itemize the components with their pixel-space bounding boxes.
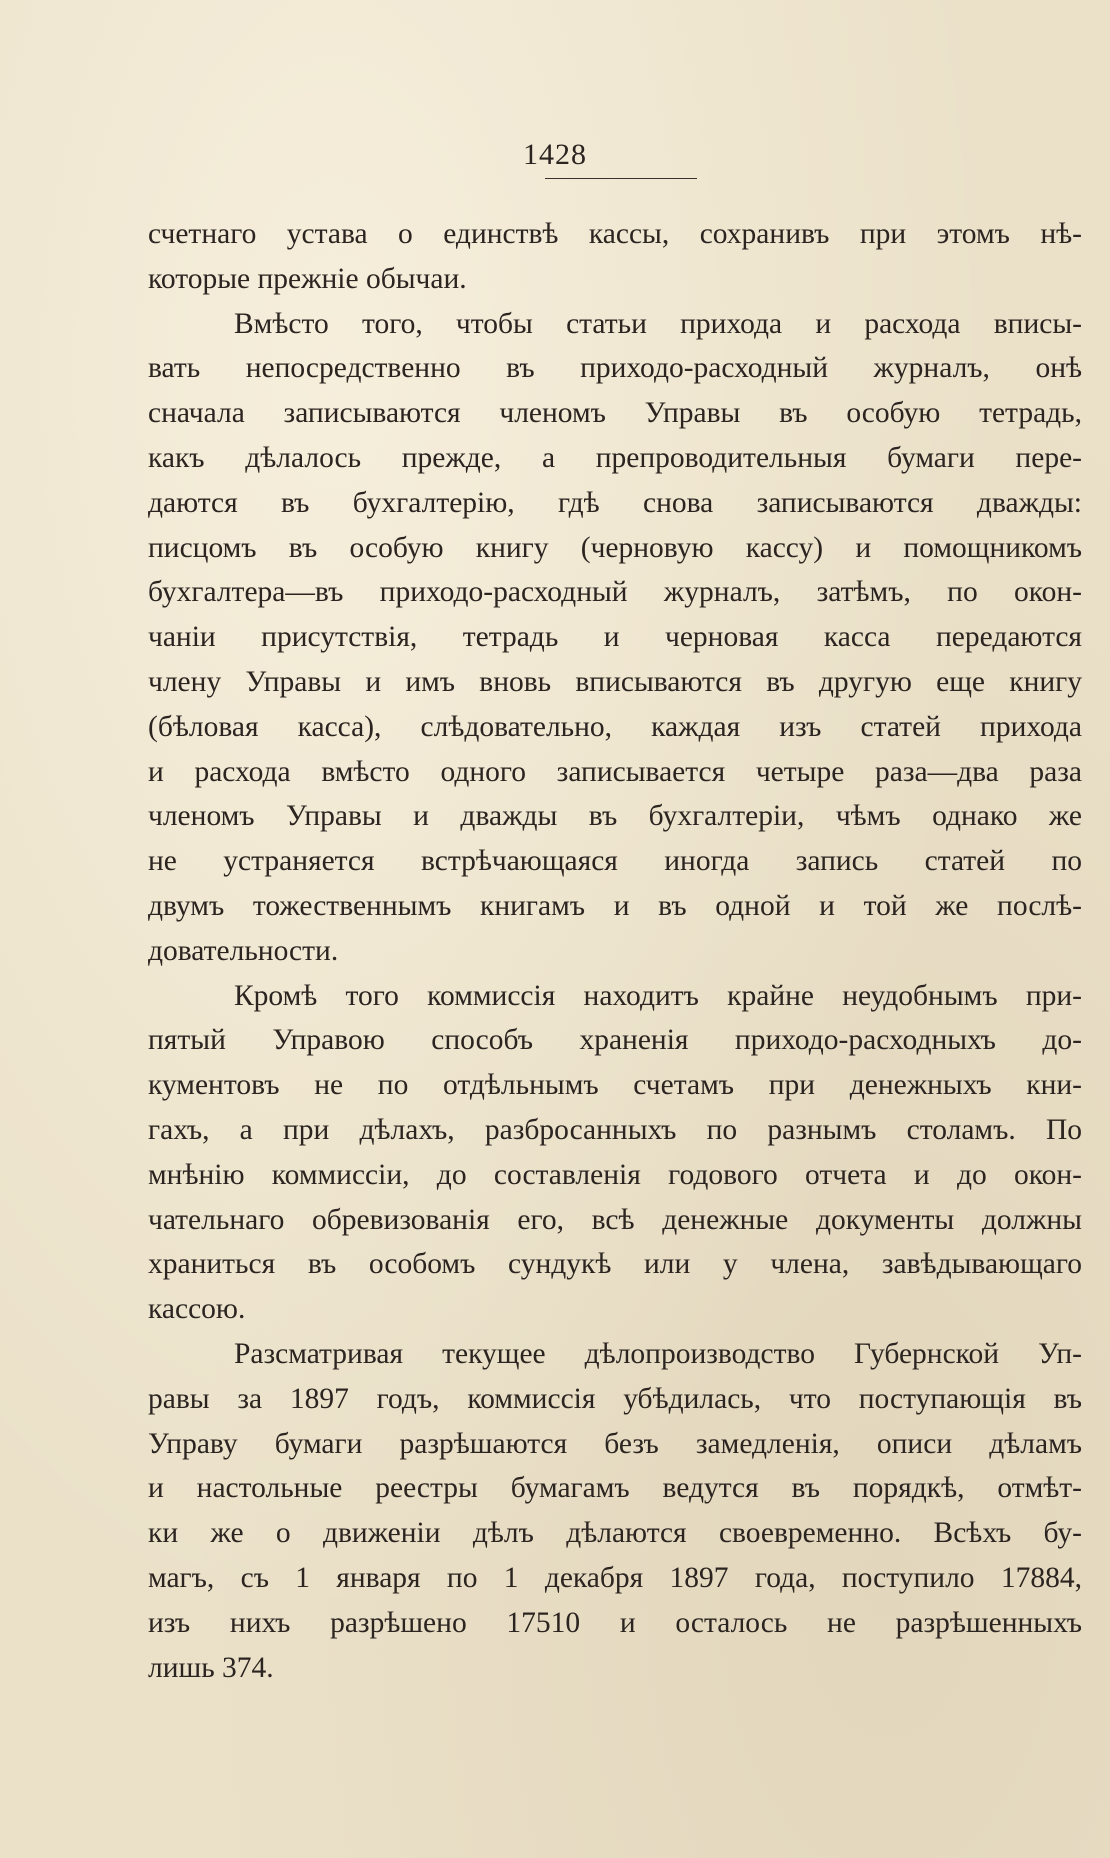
text-line: писцомъ въ особую книгу (черновую кассу) и помощникомъ	[148, 531, 1082, 564]
text-line: равы за 1897 годъ, коммиссія убѣдилась, что поступающія въ	[148, 1382, 1082, 1415]
text-line: Разсматривая текущее дѣлопроизводство Губернской Уп-	[234, 1337, 1082, 1370]
text-line: мнѣнію коммиссіи, до составленія годового отчета и до окон-	[148, 1158, 1082, 1191]
text-line: (бѣловая касса), слѣдовательно, каждая изъ статей прихода	[148, 710, 1082, 743]
text-line: не устраняется встрѣчающаяся иногда запись статей по	[148, 845, 1082, 878]
text-line: членомъ Управы и дважды въ бухгалтеріи, чѣмъ однако же	[148, 800, 1082, 833]
text-line: Вмѣсто того, чтобы статьи прихода и расхода вписы-	[234, 307, 1082, 340]
text-line: и настольные реестры бумагамъ ведутся въ порядкѣ, отмѣт-	[148, 1472, 1082, 1505]
text-line: которые прежніе обычаи.	[148, 262, 467, 295]
header-rule	[545, 178, 697, 179]
text-line: члену Управы и имъ вновь вписываются въ другую еще книгу	[148, 665, 1082, 698]
text-line: магъ, съ 1 января по 1 декабря 1897 года, поступило 17884,	[148, 1561, 1082, 1594]
text-line: ки же о движеніи дѣлъ дѣлаются своевременно. Всѣхъ бу-	[148, 1517, 1082, 1550]
text-line: чательнаго обревизованія его, всѣ денежные документы должны	[148, 1203, 1082, 1236]
text-line: лишь 374.	[148, 1651, 274, 1684]
text-line: храниться въ особомъ сундукѣ или у члена, завѣдывающаго	[148, 1248, 1082, 1281]
text-line: бухгалтера—въ приходо-расходный журналъ, затѣмъ, по окон-	[148, 576, 1082, 609]
text-line: сначала записываются членомъ Управы въ особую тетрадь,	[148, 397, 1082, 430]
page-header	[0, 138, 1110, 172]
page-number: 1428	[523, 138, 587, 171]
text-line: вать непосредственно въ приходо-расходный журналъ, онѣ	[148, 352, 1082, 385]
text-line: кассою.	[148, 1293, 246, 1326]
text-line: даются въ бухгалтерію, гдѣ снова записываются дважды:	[148, 486, 1082, 519]
text-line: Кромѣ того коммиссія находитъ крайне неудобнымъ при-	[234, 979, 1082, 1012]
text-line: какъ дѣлалось прежде, а препроводительныя бумаги пере-	[148, 441, 1082, 474]
text-line: довательности.	[148, 934, 339, 967]
text-line: двумъ тожественнымъ книгамъ и въ одной и той же послѣ-	[148, 889, 1082, 922]
text-line: счетнаго устава о единствѣ кассы, сохранивъ при этомъ нѣ-	[148, 218, 1082, 250]
text-line: гахъ, а при дѣлахъ, разбросанныхъ по разнымъ столамъ. По	[148, 1113, 1082, 1146]
text-line: Управу бумаги разрѣшаются безъ замедленія, описи дѣламъ	[148, 1427, 1082, 1460]
text-line: изъ нихъ разрѣшено 17510 и осталось не разрѣшенныхъ	[148, 1606, 1082, 1639]
text-line: кументовъ не по отдѣльнымъ счетамъ при денежныхъ кни-	[148, 1069, 1082, 1102]
body-text	[148, 212, 1082, 1690]
text-line: и расхода вмѣсто одного записывается четыре раза—два раза	[148, 755, 1082, 788]
text-line: пятый Управою способъ храненія приходо-расходныхъ до-	[148, 1024, 1082, 1057]
text-line: чаніи присутствія, тетрадь и черновая касса передаются	[148, 621, 1082, 654]
